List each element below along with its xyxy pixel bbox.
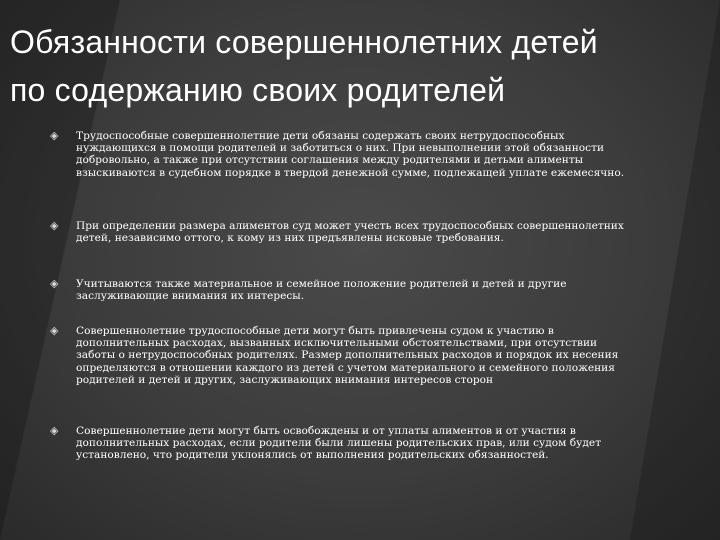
- bullet-list: [40, 115, 680, 475]
- bullet-diamond-icon: ◈: [50, 277, 59, 290]
- bullet-text: Совершеннолетние дети могут быть освобождены и от уплаты алиментов и от участия в дополнительных расходах, если родители были лишены родительских прав, или судом будет установлено, что родители уклонялись от выполнения родительских обязанностей.: [76, 425, 602, 462]
- bullet-text: Совершеннолетние трудоспособные дети могут быть привлечены судом к участию в дополнительных расходах, вызванных исключительными обстоятельствами, при отсутствии заботы о нетрудоспособных родителях. Размер дополнительных расходов и порядок их несения определяются в отношении каждого из детей с учетом материального и семейного положения родителей и детей и других, заслуживающих внимания интересов сторон: [76, 325, 619, 386]
- bullet-diamond-icon: ◈: [50, 324, 59, 337]
- bullet-text: Трудоспособные совершеннолетние дети обязаны содержать своих нетрудоспособных нуждающихся в помощи родителей и заботиться о них. При невыполнении этой обязанности добровольно, а также при отсутствии соглашения между родителями и детьми алименты взыскиваются в судебном порядке в твердой денежной сумме, подлежащей уплате ежемесячно.: [76, 130, 625, 179]
- title-line-1: Обязанности совершеннолетних детей: [10, 24, 598, 60]
- slide-title: [10, 18, 710, 114]
- title-line-2: по содержанию своих родителей: [10, 72, 506, 108]
- bullet-diamond-icon: ◈: [50, 129, 59, 142]
- bullet-text: Учитываются также материальное и семейное положение родителей и детей и другие заслуживающие внимания их интересы.: [76, 278, 567, 303]
- bullet-diamond-icon: ◈: [50, 424, 59, 437]
- bullet-text: При определении размера алиментов суд может учесть всех трудоспособных совершеннолетних детей, независимо оттого, к кому из них предъявлены исковые требования.: [76, 220, 624, 245]
- bullet-diamond-icon: ◈: [50, 219, 59, 232]
